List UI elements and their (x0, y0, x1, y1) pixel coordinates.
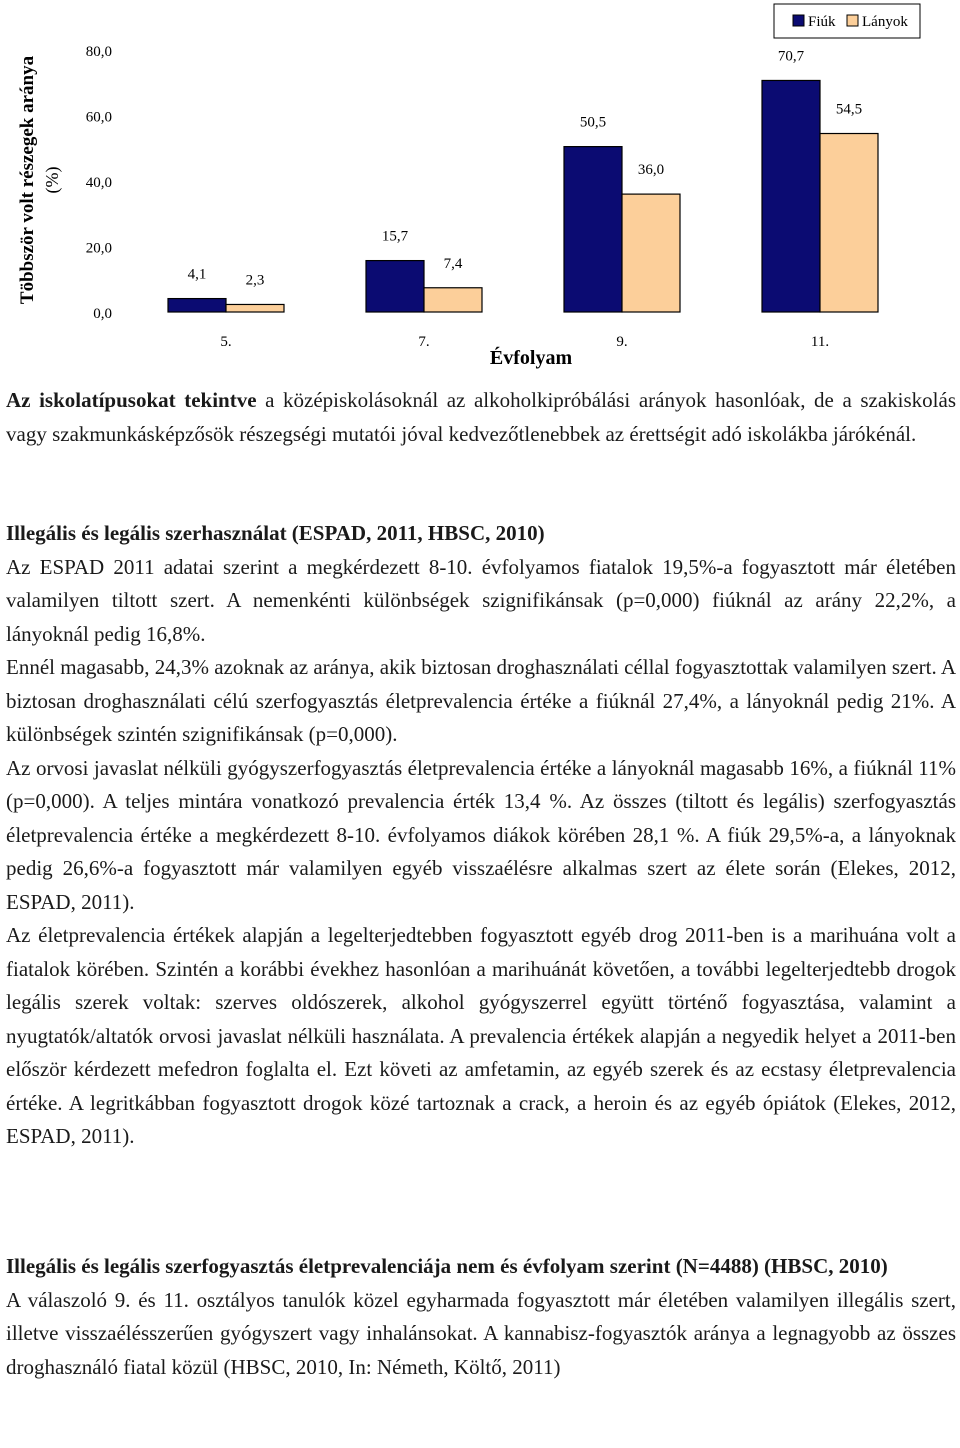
bar-value-label: 15,7 (381, 228, 409, 245)
y-axis-label-line: (%) (42, 166, 62, 194)
bar-fiuk (564, 147, 622, 312)
section-espad (6, 517, 956, 1154)
paragraph-lifetime-prevalence: Az életprevalencia értékek alapján a legelterjedtebben fogyasztott egyéb drog 2011-ben is a marihuána volt a fiatalok körében. Szintén a korábbi évekhez hasonlóan a marihuánát követően, a további legelterjedtebb drogok legális szerek voltak: szerves oldószerek, alkohol gyógyszerrel együtt történő fogyasztása, valamint a nyugtatók/altatók orvosi javaslat nélküli használata. A prevalencia értékek alapján a negyedik helyet a 2011-ben először kérdezett mefedron foglalta el. Ezt követi az amfetamin, az egyéb szerek és az ecstasy életprevalencia értéke. A legritkábban fogyasztott drogok közé tartoznak a crack, a heroin és az egyéb ópiátok (Elekes, 2012, ESPAD, 2011). (6, 923, 956, 1148)
paragraph-lead-bold: Az iskolatípusokat tekintve (6, 388, 257, 412)
bar-value-labels (188, 48, 863, 288)
legend-swatch-lanyok (847, 15, 858, 26)
section-heading (6, 517, 956, 551)
bar-lanyok (424, 288, 482, 312)
x-tick-label: 9. (616, 334, 628, 350)
bar-fiuk (762, 80, 820, 312)
y-axis-label-line: Többször volt részegek aránya (17, 55, 38, 305)
paragraph-hbsc: A válaszoló 9. és 11. osztályos tanulók közel egyharmada fogyasztott már életében valamilyen illegális szert, illetve visszaélésszerűen gyógyszert vagy inhalánsokat. A kannabisz-fogyasztók aránya a legnagyobb az összes droghasználó fiatal közül (HBSC, 2010, In: Németh, Költő, 2011) (6, 1287, 956, 1379)
y-tick-label: 80,0 (85, 44, 112, 60)
document-body (6, 384, 956, 451)
paragraph-school-types (6, 384, 956, 451)
paragraph-text: a középiskolásoknál az alkoholkipróbálási arányok hasonlóak, de a szakiskolás vagy szakmunkásképzősök részegségi mutatói jóval kedvezőtlenebbek az érettségit adó iskolákba járókénál. (6, 388, 957, 446)
bar-value-label: 50,5 (579, 114, 607, 131)
bars (168, 80, 878, 312)
section-heading (6, 1250, 956, 1284)
y-tick-label: 0,0 (93, 306, 112, 322)
paragraph-drug-purpose: Ennél magasabb, 24,3% azoknak az aránya, akik biztosan droghasználati céllal fogyasztottak valamilyen szert. A biztosan droghasználati célú szerfogyasztás életprevalencia értéke a fiúknál 27,4%, a lányoknál pedig 21%. A különbségek szintén szignifikánsak (p=0,000). (6, 655, 956, 746)
x-axis-label: Évfolyam (489, 347, 573, 369)
bar-value-label: 36,0 (637, 162, 665, 179)
y-axis-label (17, 55, 63, 304)
bar-lanyok (226, 304, 284, 312)
x-tick-label: 5. (220, 334, 232, 350)
bar-value-label: 70,7 (777, 48, 805, 65)
section-heading-text: Illegális és legális szerfogyasztás életprevalenciája nem és évfolyam szerint (N=4488) (HBSC, 2010) (6, 1254, 888, 1278)
bar-value-label: 7,4 (443, 255, 463, 272)
x-tick-label: 7. (418, 334, 430, 350)
y-tick-label: 20,0 (85, 240, 112, 257)
y-tick-label: 60,0 (85, 109, 112, 126)
bar-value-label: 2,3 (245, 272, 265, 289)
bar-fiuk (366, 261, 424, 312)
legend (774, 4, 920, 38)
bar-fiuk (168, 299, 226, 312)
legend-label-fiuk: Fiúk (808, 14, 836, 30)
legend-swatch-fiuk (793, 15, 804, 26)
bar-lanyok (820, 134, 878, 312)
y-tick-label: 40,0 (85, 175, 112, 191)
section-heading-text: Illegális és legális szerhasználat (ESPAD, 2011, HBSC, 2010) (6, 521, 545, 545)
paragraph-espad-prevalence: Az ESPAD 2011 adatai szerint a megkérdezett 8-10. évfolyamos fiatalok 19,5%-a fogyasztott már életében valamilyen tiltott szert. A nemenkénti különbségek szignifikánsak (p=0,000) fiúknál az arány 22,2%, a lányoknál pedig 16,8%. (6, 554, 956, 646)
bar-value-label: 4,1 (187, 266, 207, 283)
legend-label-lanyok: Lányok (862, 14, 908, 30)
section-hbsc (6, 1250, 956, 1384)
paragraph-medication: Az orvosi javaslat nélküli gyógyszerfogyasztás életprevalencia értéke a lányoknál magasabb 16%, a fiúknál 11% (p=0,000). A teljes mintára vonatkozó prevalencia érték 13,4 %. Az összes (tiltott és legális) szerfogyasztás életprevalencia értéke a megkérdezett 8-10. évfolyamos diákok körében 28,1 %. A fiúk 29,5%-a, a lányoknak pedig 26,6%-a fogyasztott már valamilyen egyéb visszaélésre alkalmas szert az élete során (Elekes, 2012, ESPAD, 2011). (6, 755, 956, 914)
y-axis-ticks (86, 44, 112, 322)
bar-chart (0, 0, 960, 380)
x-tick-label: 11. (810, 334, 830, 350)
bar-lanyok (622, 194, 680, 312)
bar-value-label: 54,5 (835, 101, 863, 118)
